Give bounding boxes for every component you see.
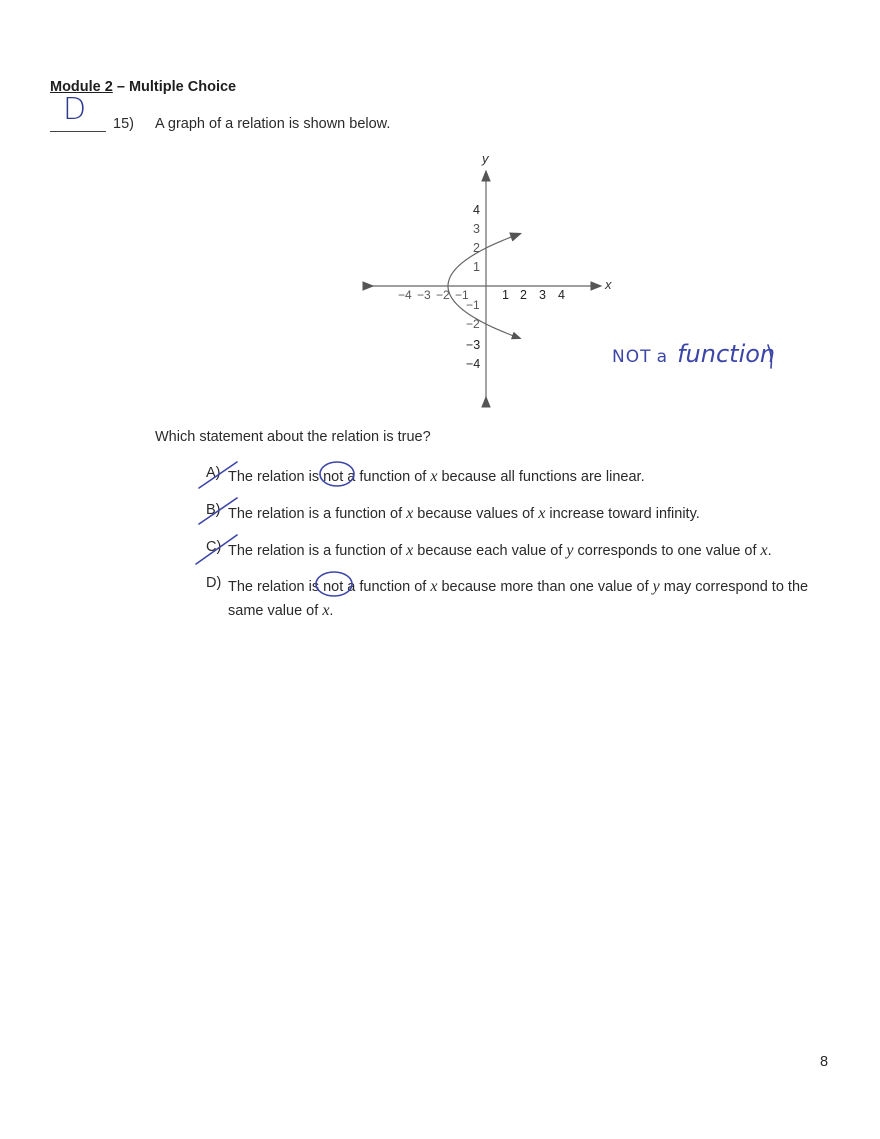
x-tick: 4	[558, 288, 565, 302]
y-tick: 4	[473, 203, 480, 217]
option-label: A)	[206, 465, 221, 481]
note-a: a	[656, 347, 668, 367]
y-tick: 1	[473, 260, 480, 274]
module-title: Module 2	[50, 79, 113, 95]
note-not: NOT	[612, 347, 652, 367]
handwritten-note	[612, 340, 775, 368]
answer-blank[interactable]	[50, 131, 106, 132]
y-tick: −1	[466, 298, 480, 312]
y-tick: −2	[466, 317, 480, 331]
question-stem: Which statement about the relation is true?	[155, 429, 431, 445]
question-number: 15)	[113, 116, 134, 132]
y-tick: −4	[466, 357, 481, 371]
x-tick: 1	[502, 288, 509, 302]
module-subtitle: Multiple Choice	[128, 79, 237, 95]
option-text: The relation is a function of x because values of x increase toward infinity.	[228, 505, 700, 522]
page-number: 8	[820, 1054, 829, 1070]
question-prompt: A graph of a relation is shown below.	[155, 116, 391, 132]
x-tick: −3	[417, 288, 431, 302]
option-text: The relation is a function of x because each value of y corresponds to one value of x.	[228, 542, 772, 559]
x-axis-label: x	[605, 277, 612, 292]
x-tick: −4	[398, 288, 412, 302]
y-tick: −3	[466, 338, 481, 352]
option-label: D)	[206, 575, 222, 591]
x-tick: −2	[436, 288, 450, 302]
relation-graph	[360, 148, 610, 408]
x-tick: 2	[520, 288, 527, 302]
option-text: The relation is not a function of x because all functions are linear.	[228, 468, 645, 485]
note-function: function	[677, 340, 776, 368]
handwritten-answer: D	[63, 92, 87, 127]
module-dash: –	[112, 79, 129, 95]
x-tick: −1	[455, 288, 469, 302]
x-tick: 3	[539, 288, 546, 302]
option-text: The relation is not a function of x because more than one value of y may correspond to the same value of x.	[228, 578, 809, 619]
y-tick: 3	[473, 222, 480, 236]
y-tick: 2	[473, 241, 480, 255]
y-axis-label: y	[482, 151, 489, 166]
option-label: C)	[206, 539, 222, 555]
option-label: B)	[206, 502, 221, 518]
